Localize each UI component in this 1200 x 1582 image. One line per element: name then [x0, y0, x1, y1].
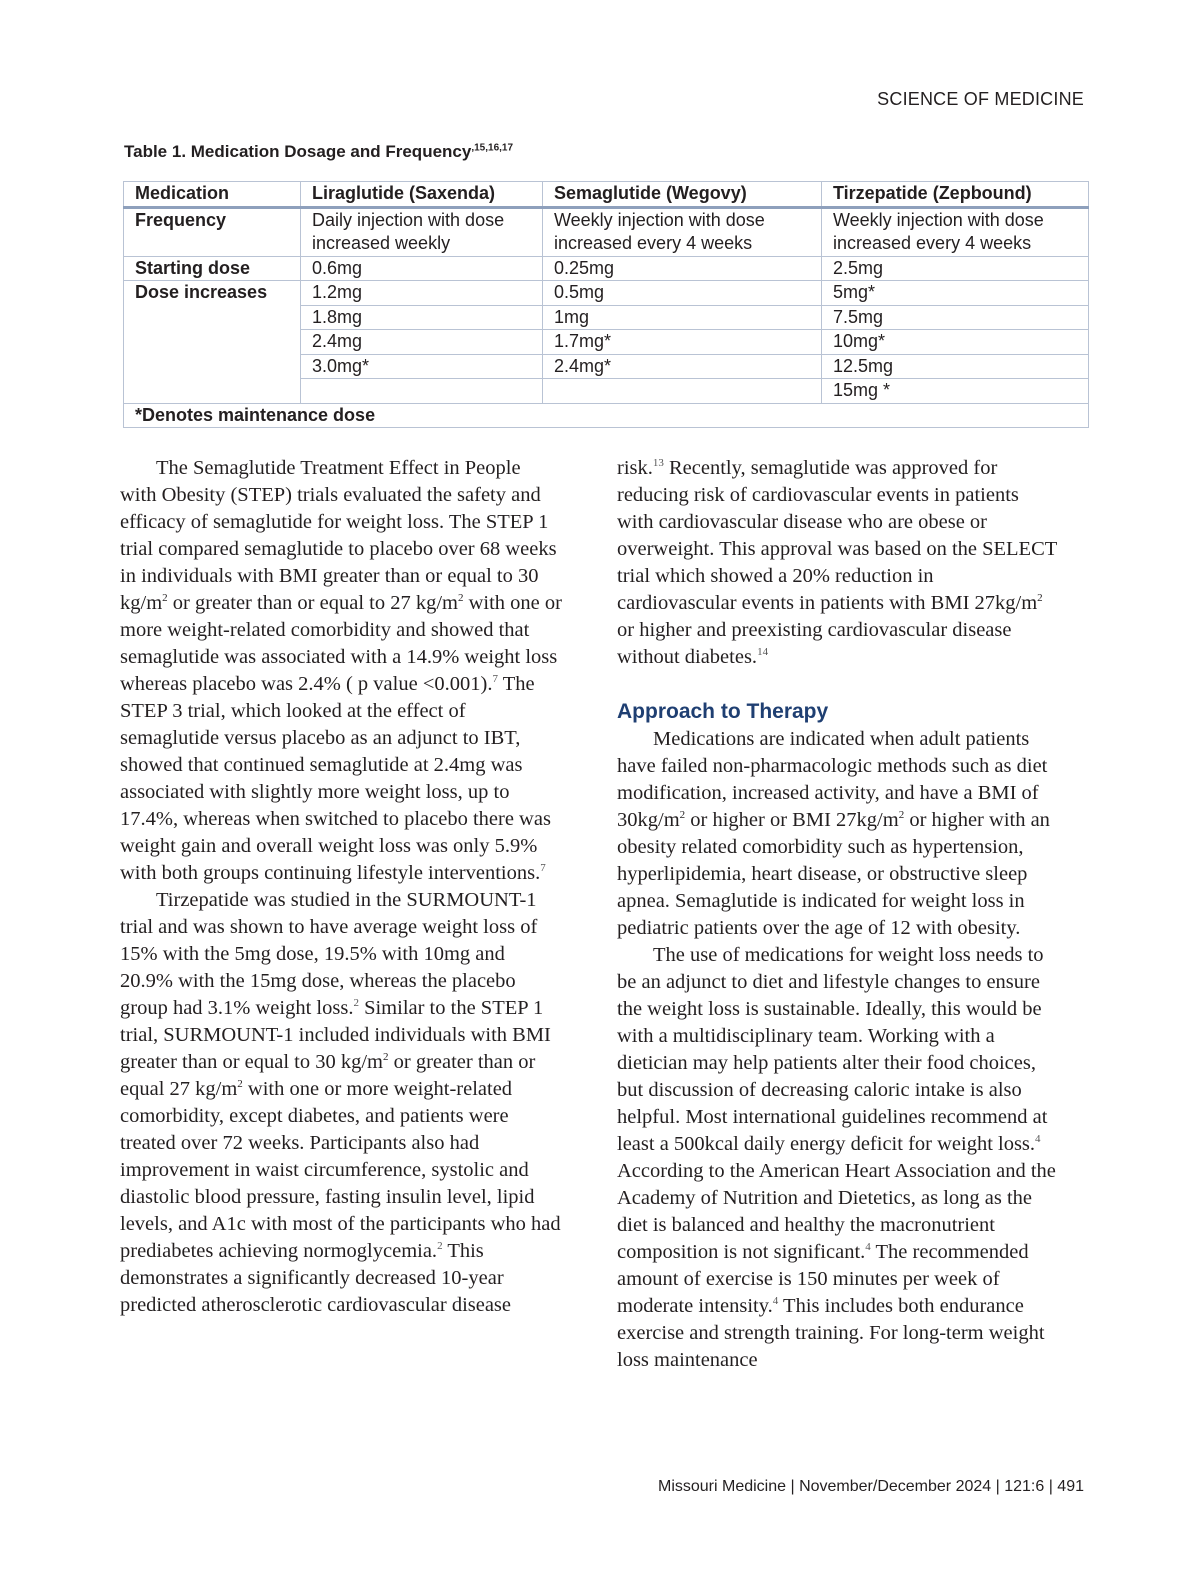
table-cell — [543, 379, 822, 404]
running-head: SCIENCE OF MEDICINE — [877, 89, 1084, 109]
text-run: This includes both endurance exercise and strength training. For long-term weight loss maintenance — [617, 1295, 1045, 1371]
text-run: The recommended amount of exercise is 150 minutes per week of moderate intensity. — [617, 1241, 1029, 1317]
superscript: 2 — [237, 1078, 243, 1091]
citation: 7 — [540, 862, 546, 875]
table-title-text: Table 1. Medication Dosage and Frequency — [124, 142, 472, 161]
row-label: Frequency — [124, 207, 301, 256]
text-run: or greater than or equal to 27 kg/m — [167, 592, 458, 614]
superscript: 2 — [457, 592, 464, 605]
header-cell: Semaglutide (Wegovy) — [543, 182, 822, 208]
table-cell — [301, 379, 543, 404]
paragraph-indications — [617, 726, 1057, 942]
citation: 13 — [652, 457, 664, 470]
table-footnote-row — [124, 403, 1089, 428]
header-cell: Liraglutide (Saxenda) — [301, 182, 543, 208]
citation: 4 — [865, 1241, 871, 1254]
table-cell: 12.5mg — [822, 354, 1089, 379]
left-column — [120, 455, 562, 1319]
table-title — [124, 142, 513, 162]
table-cell: 0.25mg — [543, 256, 822, 281]
table-cell: Weekly injection with dose increased every 4 weeks — [543, 207, 822, 256]
text-run: or higher and preexisting cardiovascular disease without diabetes. — [617, 619, 1012, 668]
citation: 2 — [353, 997, 359, 1010]
table-cell: 5mg* — [822, 281, 1089, 306]
table-cell: 3.0mg* — [301, 354, 543, 379]
text-run: or higher or BMI 27kg/m — [685, 809, 899, 831]
table-row-frequency — [124, 207, 1089, 256]
paragraph-step-trials — [120, 455, 562, 887]
table-cell: 1.8mg — [301, 305, 543, 330]
table-cell: 0.5mg — [543, 281, 822, 306]
table-title-refs: ,15,16,17 — [471, 142, 514, 154]
section-heading: Approach to Therapy — [617, 700, 829, 723]
text-run: risk. — [617, 457, 653, 479]
medication-table — [123, 181, 1089, 428]
table-cell: 1.7mg* — [543, 330, 822, 355]
citation: 7 — [492, 673, 498, 686]
header-cell: Tirzepatide (Zepbound) — [822, 182, 1089, 208]
table-cell: Daily injection with dose increased weekly — [301, 207, 543, 256]
page-footer: Missouri Medicine | November/December 2024 | 121:6 | 491 — [657, 1478, 1084, 1495]
citation: 4 — [1035, 1133, 1041, 1146]
text-run: Tirzepatide was studied in the SURMOUNT-1 trial and was shown to have average weight loss of 15% with the 5mg dose, 19.5% with 10mg and 20.9% with the 15mg dose, whereas the placebo group had 3.1% weight loss. — [120, 889, 538, 1019]
table-header-row — [124, 182, 1089, 208]
text-run: Medications are indicated when adult patients have failed non-pharmacologic methods such as diet modification, increased activity, and have a BMI of 30kg/m — [617, 728, 1048, 831]
superscript: 2 — [898, 809, 905, 822]
paragraph-lifestyle — [617, 942, 1057, 1374]
superscript: 2 — [162, 592, 168, 605]
right-column — [617, 455, 1057, 1374]
text-run: The STEP 3 trial, which looked at the effect of semaglutide versus placebo as an adjunct to IBT, showed that continued semaglutide at 2.4mg was associated with slightly more weight loss, up to 17.4%, whereas when switched to placebo there was weight gain and overall weight loss was only 5.9% with both groups continuing lifestyle interventions. — [120, 673, 551, 884]
text-run: or higher with an obesity related comorbidity such as hypertension, hyperlipidemia, heart disease, or obstructive sleep apnea. Semaglutide is indicated for weight loss in pediatric patients over the age of 12 with obesity. — [617, 809, 1050, 939]
table-cell: 10mg* — [822, 330, 1089, 355]
table-cell: 0.6mg — [301, 256, 543, 281]
citation: 4 — [772, 1295, 779, 1308]
table-cell: 1.2mg — [301, 281, 543, 306]
text-run: This demonstrates a significantly decreased 10-year predicted atherosclerotic cardiovascular disease — [120, 1240, 512, 1316]
text-run: with one or more weight-related comorbidity and showed that semaglutide was associated with a 14.9% weight loss whereas placebo was 2.4% ( p value <0.001). — [120, 592, 562, 695]
table-cell: 1mg — [543, 305, 822, 330]
table-cell: 15mg * — [822, 379, 1089, 404]
table-cell: 2.5mg — [822, 256, 1089, 281]
citation: 14 — [757, 646, 769, 659]
table-row-dose-increase — [124, 281, 1089, 306]
table-footnote: *Denotes maintenance dose — [124, 403, 1089, 428]
superscript: 2 — [679, 809, 686, 822]
row-label: Starting dose — [124, 256, 301, 281]
text-run: The Semaglutide Treatment Effect in People with Obesity (STEP) trials evaluated the safety and efficacy of semaglutide for weight loss. The STEP 1 trial compared semaglutide to placebo over 68 weeks in individuals with BMI greater than or equal to 30 kg/m — [120, 457, 557, 614]
text-run: According to the American Heart Association and the Academy of Nutrition and Dietetics, as long as the diet is balanced and healthy the macronutrient composition is not significant. — [617, 1160, 1056, 1263]
superscript: 2 — [383, 1051, 389, 1064]
superscript: 2 — [1037, 592, 1043, 605]
paragraph-surmount — [120, 887, 562, 1319]
row-label: Dose increases — [124, 281, 301, 404]
table-cell: 2.4mg — [301, 330, 543, 355]
text-run: Similar to the STEP 1 trial, SURMOUNT-1 included individuals with BMI greater than or equal to 30 kg/m — [120, 997, 551, 1073]
table-cell: Weekly injection with dose increased every 4 weeks — [822, 207, 1089, 256]
text-run: The use of medications for weight loss needs to be an adjunct to diet and lifestyle changes to ensure the weight loss is sustainable. Ideally, this would be with a multidisciplinary team. Working with a dietician may help patients alter their food choices, but discussion of decreasing caloric intake is also helpful. Most international guidelines recommend at least a 500kcal daily energy deficit for weight loss. — [617, 944, 1048, 1155]
text-run: with one or more weight-related comorbidity, except diabetes, and patients were treated over 72 weeks. Participants also had improvement in waist circumference, systolic and diastolic blood pressure, fasting insulin level, lipid levels, and A1c with most of the participants who had prediabetes achieving normoglycemia. — [120, 1078, 561, 1262]
citation: 2 — [437, 1240, 443, 1253]
table-cell: 7.5mg — [822, 305, 1089, 330]
paragraph-select-trial — [617, 455, 1057, 671]
header-cell: Medication — [124, 182, 301, 208]
table-cell: 2.4mg* — [543, 354, 822, 379]
table-row-starting-dose — [124, 256, 1089, 281]
text-run: Recently, semaglutide was approved for reducing risk of cardiovascular events in patients with cardiovascular disease who are obese or overweight. This approval was based on the SELECT trial which showed a 20% reduction in cardiovascular events in patients with BMI 27kg/m — [617, 457, 1057, 614]
text-run: or greater than or equal 27 kg/m — [120, 1051, 536, 1100]
